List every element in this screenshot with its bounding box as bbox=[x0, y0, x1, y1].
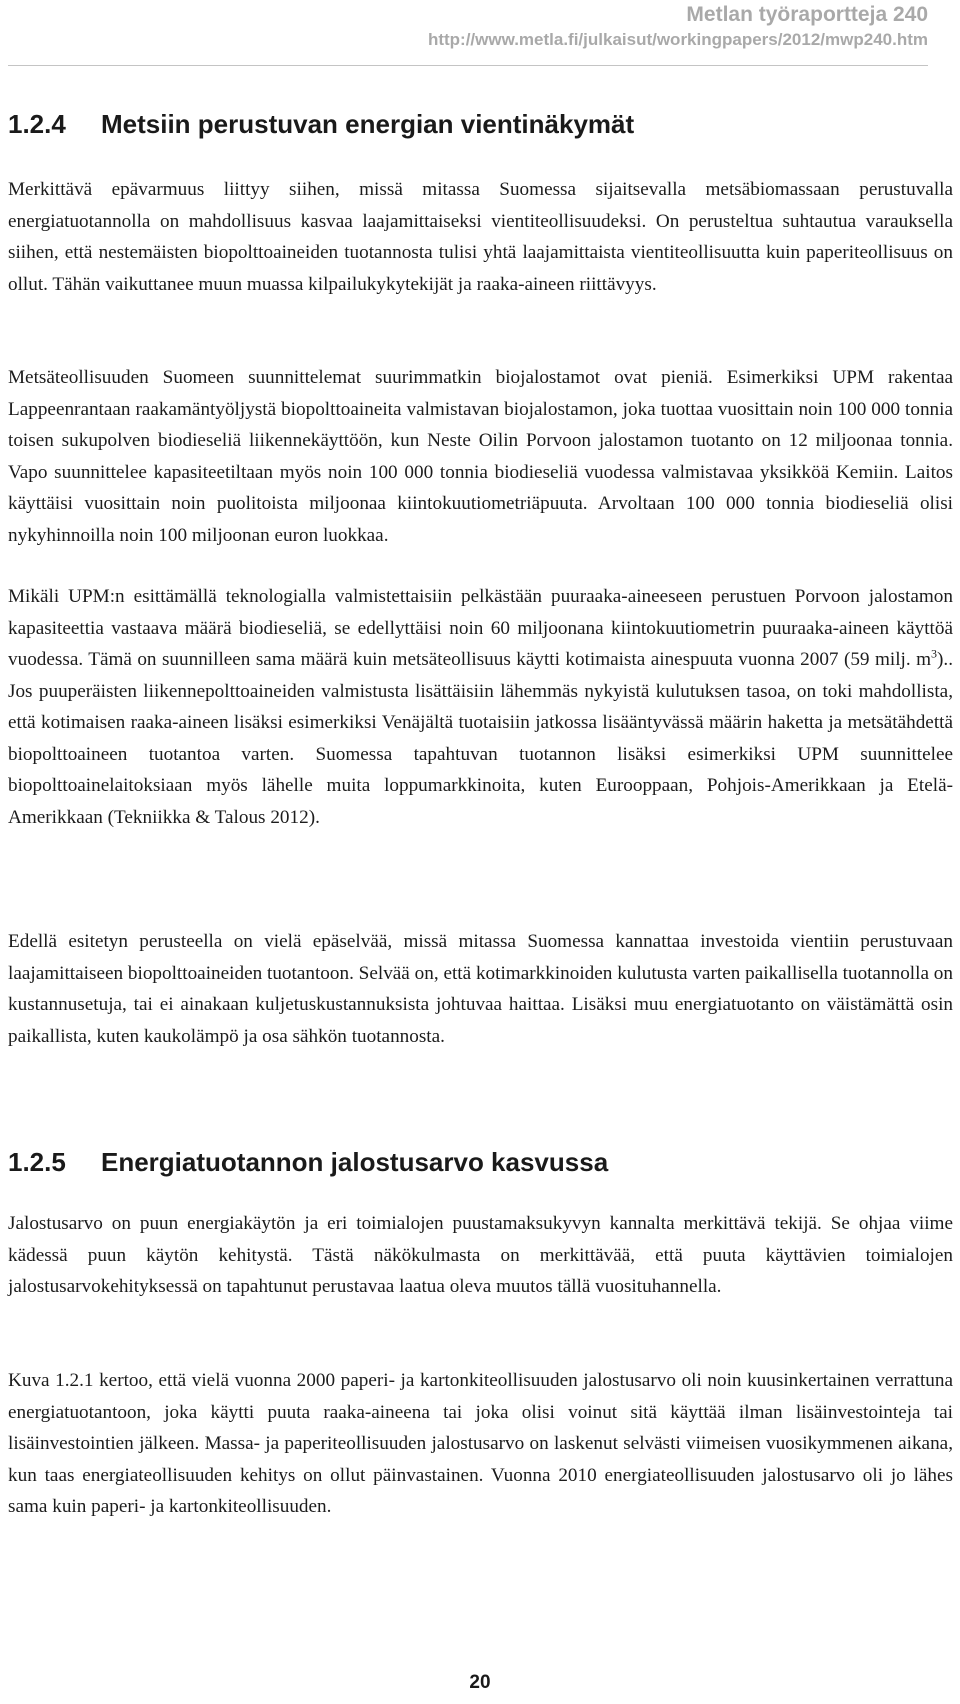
section-title: Metsiin perustuvan energian vientinäkymät bbox=[101, 109, 635, 139]
section-title: Energiatuotannon jalostusarvo kasvussa bbox=[101, 1147, 609, 1177]
section-number: 1.2.4 bbox=[8, 109, 66, 139]
body-paragraph bbox=[8, 581, 953, 833]
section-heading-1-2-5 bbox=[8, 1146, 608, 1178]
section-heading-1-2-4 bbox=[8, 108, 634, 140]
page-number: 20 bbox=[469, 1672, 491, 1693]
paragraph-text-continued: ).. Jos puuperäisten liikennepolttoaineiden valmistusta lisättäisiin lähemmäs nykyistä kulutuksen tasoa, on toki mahdollista, että kotimaisen raaka-aineen lisäksi esimerkiksi Venäjältä tuotaisiin jatkossa lisääntyvässä määrin haketta ja metsätähdettä biopolttoaineen tuotantoa varten. Suomessa tapahtuvan tuotannon lisäksi esimerkiksi UPM suunnittelee biopolttoainelaitoksiaan myös lähelle muita loppumarkkinoita, kuten Eurooppaan, Pohjois-Amerikkaan ja Etelä-Amerikkaan (Tekniikka & Talous 2012). bbox=[8, 649, 953, 828]
section-number: 1.2.5 bbox=[8, 1147, 66, 1177]
header-url[interactable]: http://www.metla.fi/julkaisut/workingpapers/2012/mwp240.htm bbox=[427, 30, 928, 49]
body-paragraph: Jalostusarvo on puun energiakäytön ja eri toimialojen puustamaksukyvyn kannalta merkittävä tekijä. Se ohjaa viime kädessä puun käytön kehitystä. Tästä näkökulmasta on merkittävää, että puuta käyttävien toimialojen jalostusarvokehityksessä on tapahtunut perustavaa laatua oleva muutos tällä vuosituhannella. bbox=[8, 1213, 953, 1297]
body-paragraph: Merkittävä epävarmuus liittyy siihen, missä mitassa Suomessa sijaitsevalla metsäbiomassaan perustuvalla energiatuotannolla on mahdollisuus kasvaa laajamittaiseksi vientiteollisuudeksi. On perusteltua suhtautua varauksella siihen, että nestemäisten biopolttoaineiden tuotannosta tulisi yhtä laajamittaista vientiteollisuutta kuin paperiteollisuus on ollut. Tähän vaikuttanee muun muassa kilpailukykytekijät ja raaka-aineen riittävyys. bbox=[8, 179, 953, 295]
body-paragraph: Kuva 1.2.1 kertoo, että vielä vuonna 2000 paperi- ja kartonkiteollisuuden jalostusarvo oli noin kuusinkertainen verrattuna energiatuotantoon, joka käytti puuta raaka-aineena tai joka olisi voinut sitä käyttää ilman lisäinvestointeja tai lisäinvestointien jälkeen. Massa- ja paperiteollisuuden jalostusarvo on laskenut selvästi viimeisen vuosikymmenen aikana, kun taas energiateollisuuden kehitys on ollut päinvastainen. Vuonna 2010 energiateollisuuden jalostusarvo oli jo lähes sama kuin paperi- ja kartonkiteollisuuden. bbox=[8, 1370, 953, 1517]
body-paragraph: Metsäteollisuuden Suomeen suunnittelemat suurimmatkin biojalostamot ovat pieniä. Esimerkiksi UPM rakentaa Lappeenrantaan raakamäntyöljystä biopolttoaineita valmistavan biojalostamon, joka tuottaa vuosittain noin 100 000 tonnia toisen sukupolven biodieseliä liikennekäyttöön, kun Neste Oilin Porvoon jalostamon tuotanto on 12 miljoonaa tonnia. Vapo suunnittelee kapasiteetiltaan myös noin 100 000 tonnia biodieseliä vuodessa valmistavaa yksikköä Kemiin. Laitos käyttäisi vuosittain noin puolitoista miljoonaa kiintokuutiometriäpuuta. Arvoltaan 100 000 tonnia biodieseliä olisi nykyhinnoilla noin 100 miljoonan euron luokkaa. bbox=[8, 367, 953, 546]
page-header bbox=[428, 2, 928, 52]
series-title: Metlan työraportteja 240 bbox=[686, 3, 928, 26]
body-paragraph: Edellä esitetyn perusteella on vielä epäselvää, missä mitassa Suomessa kannattaa investoida vientiin perustuvaan laajamittaiseen biopolttoaineiden tuotantoon. Selvää on, että kotimarkkinoiden kulutusta varten paikallisella tuotannolla on kustannusetuja, tai ei ainakaan kuljetuskustannuksista johtuvaa haittaa. Lisäksi muu energiatuotanto on väistämättä osin paikallista, kuten kaukolämpö ja osa sähkön tuotannosta. bbox=[8, 931, 953, 1047]
superscript: 3 bbox=[931, 646, 938, 661]
paragraph-text: Mikäli UPM:n esittämällä teknologialla valmistettaisiin pelkästään puuraaka-aineeseen perustuen Porvoon jalostamon kapasiteettia vastaava määrä biodieseliä, se edellyttäisi noin 60 miljoonana kiintokuutiometrin puuraaka-aineen käyttöä vuodessa. Tämä on suunnilleen sama määrä kuin metsäteollisuus käytti kotimaista ainespuuta vuonna 2007 (59 milj. m bbox=[8, 586, 953, 670]
header-divider bbox=[8, 65, 928, 66]
